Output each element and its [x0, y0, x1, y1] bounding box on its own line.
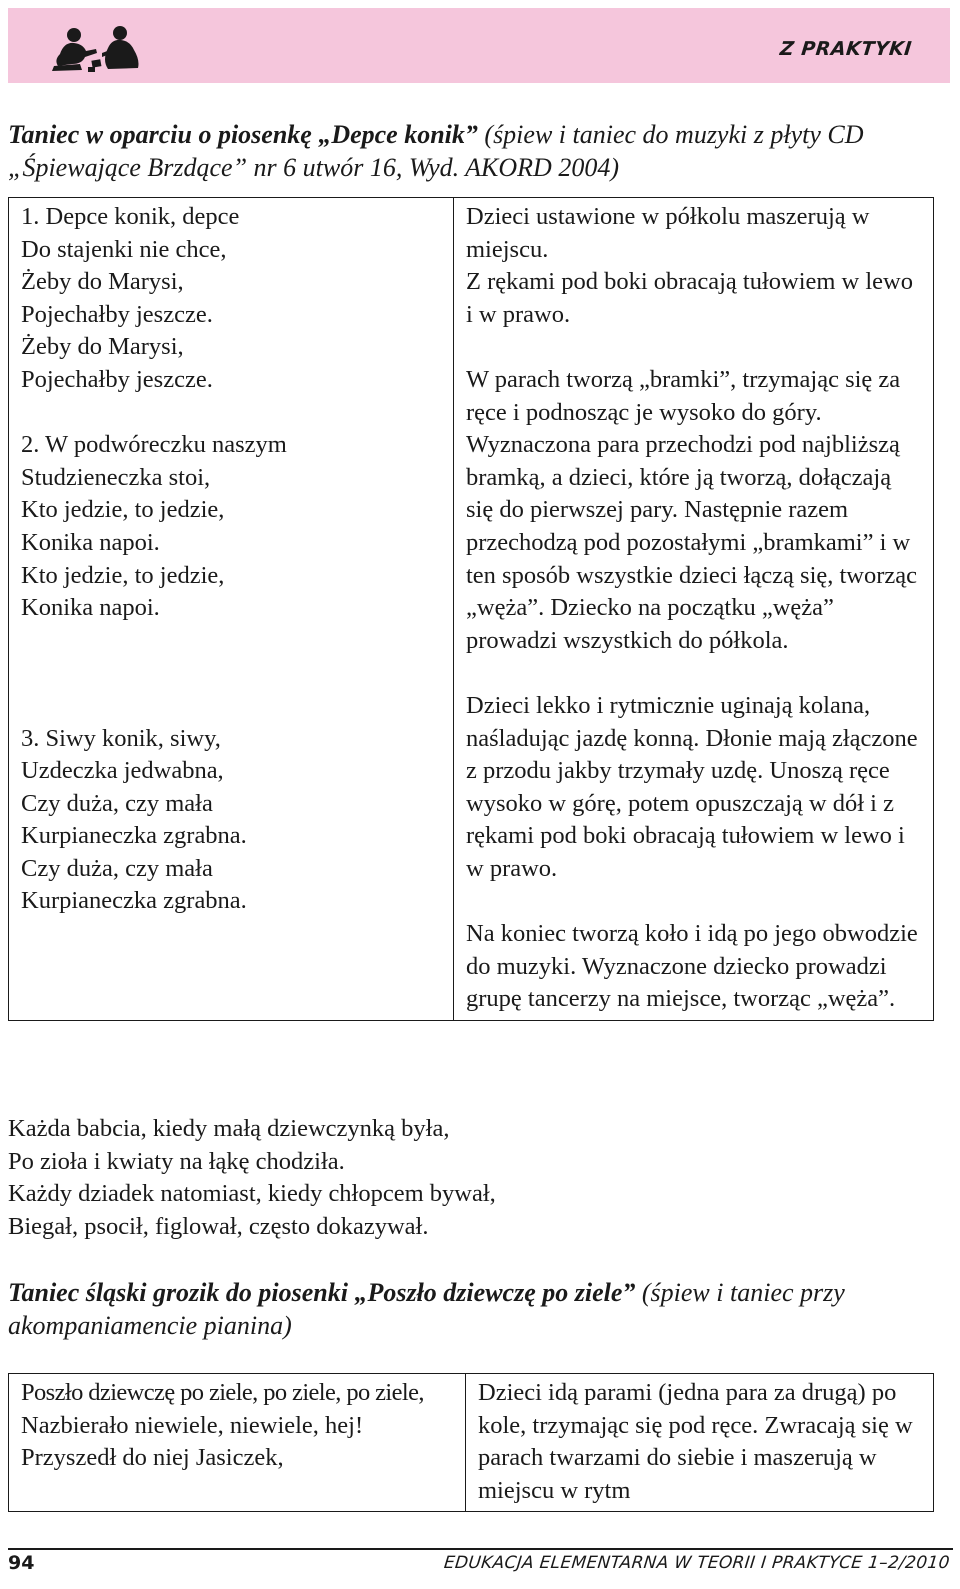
poem	[8, 1113, 496, 1243]
lyric-line: Kto jedzie, to jedzie,	[21, 496, 225, 524]
journal-title: EDUKACJA ELEMENTARNA W TEORII I PRAKTYCE 1–2/2010	[443, 1553, 952, 1573]
lyric-line: Żeby do Marysi,	[21, 333, 184, 361]
lyric-line: Czy duża, czy mała	[21, 854, 213, 882]
lyric-line: Nazbierało niewiele, niewiele, hej!	[21, 1411, 364, 1439]
dance2-title: Taniec śląski grozik do piosenki „Poszło dziewczę po ziele”	[8, 1278, 636, 1307]
lyric-line: Kurpianeczka zgrabna.	[21, 822, 247, 850]
move-description: W parach tworzą „bramki”, trzymając się za ręce i podnosząc je wysoko do góry. Wyznaczona para przechodzi pod najbliższą bramką, a dzieci, które ją tworzą, dołączają się do pierwszej pary. Następnie razem przechodzą pod pozostałymi „bramkami” i w ten sposób wszystkie dzieci łączą się, tworząc „węża”. Dziecko na początku „węża” prowadzi wszystkich do półkola.	[466, 365, 918, 654]
lyric-line: Uzdeczka jedwabna,	[21, 757, 224, 785]
lyric-line: Studzieneczka stoi,	[21, 463, 211, 491]
page-number: 94	[8, 1552, 35, 1574]
children-playing-logo-icon	[50, 24, 146, 74]
dance2-table	[8, 1373, 934, 1512]
lyric-line: Przyszedł do niej Jasiczek,	[21, 1444, 284, 1472]
lyric-line: Do stajenki nie chce,	[21, 235, 227, 263]
lyric-line: Kurpianeczka zgrabna.	[21, 887, 247, 915]
lyrics-cell	[9, 1374, 466, 1512]
lyric-line: Konika napoi.	[21, 528, 160, 556]
lyric-line: Pojechałby jeszcze.	[21, 300, 213, 328]
move-description: Z rękami pod boki obracają tułowiem w lewo i w prawo.	[466, 268, 913, 328]
lyric-line: 3. Siwy konik, siwy,	[21, 724, 221, 752]
dance1-table	[8, 197, 934, 1021]
table-row	[9, 198, 934, 1021]
lyrics-cell	[9, 198, 454, 1021]
lyric-line: 2. W podwóreczku naszym	[21, 431, 287, 459]
poem-line: Biegał, psocił, figlował, często dokazywał.	[8, 1212, 429, 1240]
footer-rule	[8, 1548, 953, 1550]
move-description: Dzieci lekko i rytmicznie uginają kolana, naśladując jazdę konną. Dłonie mają złączone z przodu jakby trzymały uzdę. Unoszą ręce wysoko w górę, potem opuszczają w dół i z rękami pod boki obracają tułowiem w lewo i w prawo.	[466, 691, 918, 882]
dance1-title: Taniec w oparciu o piosenkę „Depce konik”	[8, 120, 478, 149]
move-description: Na koniec tworzą koło i idą po jego obwodzie do muzyki. Wyznaczone dziecko prowadzi grupę tancerzy na miejsce, tworząc „węża”.	[466, 920, 918, 1013]
dance2-title-note: (śpiew i taniec przy akompaniamencie pianina)	[8, 1278, 845, 1340]
table-row	[9, 1374, 934, 1512]
dance1-title-note: (śpiew i taniec do muzyki z płyty CD „Śpiewające Brzdące” nr 6 utwór 16, Wyd. AKORD 2004)	[8, 120, 864, 182]
lyric-line: Czy duża, czy mała	[21, 789, 213, 817]
lyric-line: Kto jedzie, to jedzie,	[21, 561, 225, 589]
move-description: Dzieci ustawione w półkolu maszerują w miejscu.	[466, 203, 870, 263]
lyric-line: 1. Depce konik, depce	[21, 203, 240, 230]
dance2-heading	[8, 1276, 953, 1342]
poem-line: Każda babcia, kiedy małą dziewczynką była,	[8, 1115, 450, 1142]
lyric-line: Żeby do Marysi,	[21, 268, 184, 296]
header-band	[8, 8, 950, 83]
lyric-line: Pojechałby jeszcze.	[21, 365, 213, 393]
poem-line: Po zioła i kwiaty na łąkę chodziła.	[8, 1147, 345, 1175]
moves-cell	[466, 1374, 934, 1512]
lyric-line: Poszło dziewczę po ziele, po ziele, po ziele,	[21, 1379, 424, 1406]
poem-line: Każdy dziadek natomiast, kiedy chłopcem bywał,	[8, 1180, 496, 1208]
move-description: Dzieci idą parami (jedna para za drugą) po kole, trzymając się pod ręce. Zwracają się w parach twarzami do siebie i maszerują w miejscu w rytm	[478, 1379, 913, 1504]
lyric-line: Konika napoi.	[21, 594, 160, 622]
dance1-heading	[8, 118, 953, 184]
section-tag: Z PRAKTYKI	[778, 38, 914, 60]
moves-cell	[454, 198, 934, 1021]
